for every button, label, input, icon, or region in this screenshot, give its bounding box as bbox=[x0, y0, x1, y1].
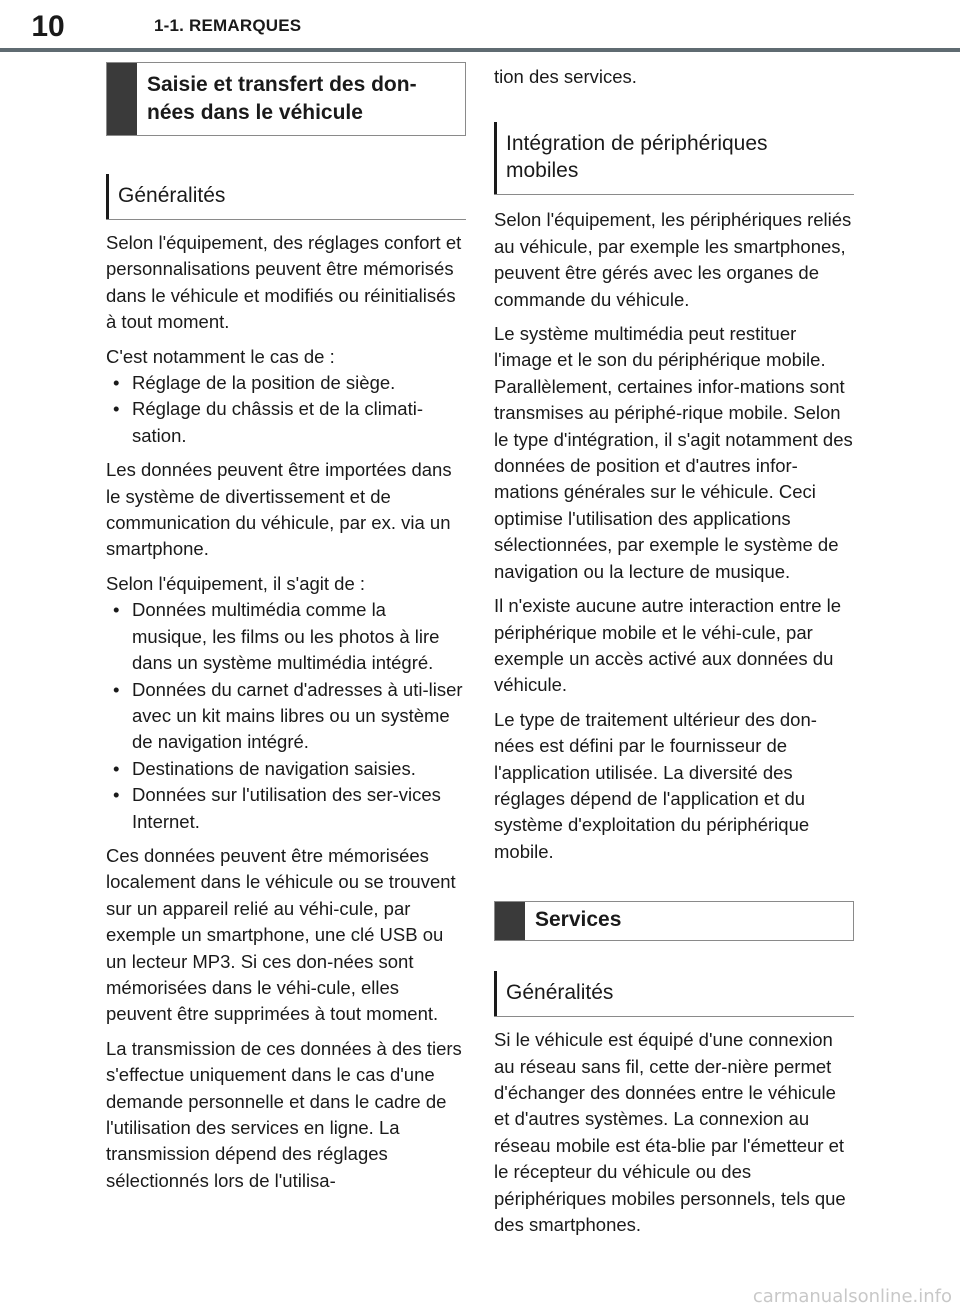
paragraph: Selon l'équipement, des réglages confort et personnalisations peuvent être mémorisés dans le véhicule et modifiés ou réinitialisés à tout moment. bbox=[106, 232, 462, 333]
paragraph: Les données peuvent être importées dans le système de divertissement et de communication du véhicule, par ex. via un smartphone. bbox=[106, 459, 452, 560]
page-number: 10 bbox=[31, 10, 65, 43]
heading-bar bbox=[495, 902, 525, 940]
paragraph: Si le véhicule est équipé d'une connexion au réseau sans fil, cette der-nière permet d'échanger des données entre le véhicule et d'autres systèmes. La connexion au réseau mobile est éta-blie par l'émetteur et le récepteur du véhicule ou des périphériques mobiles personnels, tels que des smartphones. bbox=[494, 1029, 846, 1235]
paragraph: Le système multimédia peut restituer l'image et le son du périphérique mobile. Parallèlement, certaines infor-mations sont transmises au périphé-rique mobile. Selon le type d'intégration, il s'agit notamment des données de position et d'autres infor-mations générales sur le véhicule. Ceci optimise l'utilisation des applications sélectionnées, par exemple le système de navigation ou la lecture de musique. bbox=[494, 323, 853, 582]
list-item: • Données sur l'utilisation des ser-vices Internet. bbox=[106, 782, 466, 835]
section-heading-text: Services bbox=[535, 908, 622, 932]
subheading-generalites bbox=[106, 174, 466, 220]
list-item: • Données multimédia comme la musique, les films ou les photos à lire dans un système multimédia intégré. bbox=[106, 597, 466, 676]
subheading-text: Généralités bbox=[118, 184, 226, 207]
paragraph: tion des services. bbox=[494, 66, 637, 87]
list-item: • Réglage du châssis et de la climati-sation. bbox=[106, 396, 466, 449]
bullet-list bbox=[106, 370, 466, 449]
subheading-integration bbox=[494, 122, 854, 195]
heading-bar bbox=[107, 63, 137, 135]
paragraph: Selon l'équipement, il s'agit de : bbox=[106, 572, 366, 594]
paragraph: Il n'existe aucune autre interaction entre le périphérique mobile et le véhi-cule, par exemple un accès activé aux données du véhicule. bbox=[494, 595, 842, 696]
subheading-text: Généralités bbox=[506, 981, 614, 1005]
list-item: • Données du carnet d'adresses à uti-liser avec un kit mains libres ou un système de navigation intégré. bbox=[106, 677, 466, 756]
paragraph: Ces données peuvent être mémorisées localement dans le véhicule ou se trouvent sur un appareil relié au véhi-cule, par exemple un smartphone, une clé USB ou un lecteur MP3. Si ces don-nées sont mémorisées dans le véhi-cule, elles peuvent être supprimées à tout moment. bbox=[106, 844, 456, 1025]
paragraph: Selon l'équipement, les périphériques reliés au véhicule, par exemple les smartphones, peuvent être gérés avec les organes de commande du véhicule. bbox=[494, 209, 852, 310]
section-heading-text: Saisie et transfert des don-nées dans le véhicule bbox=[147, 73, 417, 124]
right-column bbox=[494, 62, 854, 1246]
watermark: carmanualsonline.info bbox=[752, 1286, 952, 1307]
bullet-list bbox=[106, 597, 466, 835]
paragraph: Le type de traitement ultérieur des don-nées est défini par le fournisseur de l'application utilisée. La diversité des réglages dépend de l'application et du système d'exploitation du périphérique mobile. bbox=[494, 708, 817, 862]
list-item: • Destinations de navigation saisies. bbox=[106, 756, 466, 782]
paragraph: C'est notamment le cas de : bbox=[106, 345, 335, 367]
section-heading-services bbox=[494, 901, 854, 941]
subheading-text: Intégration de périphériques mobiles bbox=[506, 132, 768, 183]
section-heading-saisie bbox=[106, 62, 466, 136]
subheading-generalites bbox=[494, 971, 854, 1017]
section-reference: 1-1. REMARQUES bbox=[154, 16, 302, 35]
left-column bbox=[106, 62, 466, 1202]
list-item: • Réglage de la position de siège. bbox=[106, 370, 466, 396]
paragraph: La transmission de ces données à des tiers s'effectue uniquement dans le cas d'une demande personnelle et dans le cadre de l'utilisation des services en ligne. La transmission dépend des réglages sélectionnés lors de l'utilisa- bbox=[106, 1037, 462, 1191]
header-rule bbox=[0, 48, 960, 52]
